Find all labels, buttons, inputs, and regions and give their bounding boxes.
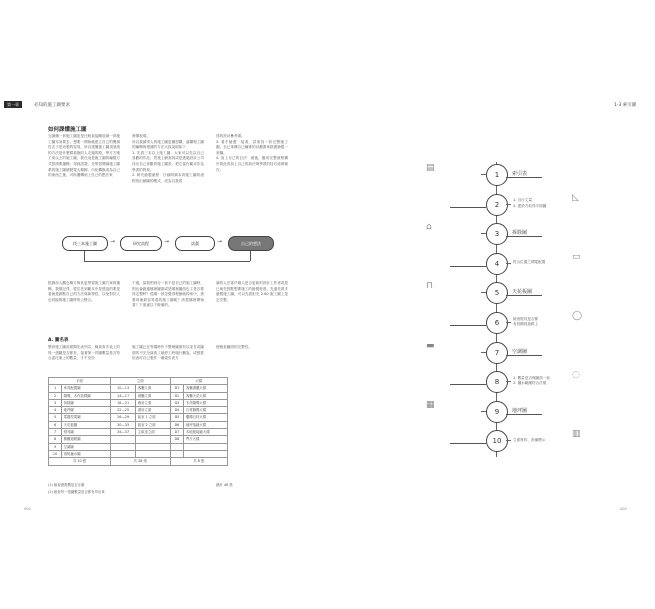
step-number-circle: 8 — [486, 371, 508, 393]
table-row — [49, 399, 228, 406]
step-number-circle: 5 — [486, 282, 508, 304]
table-cell: D1 — [170, 385, 184, 392]
step-title: 空調圖 — [512, 348, 528, 355]
table-cell: 34—37 — [111, 429, 136, 436]
table-cell: 18—21 — [111, 399, 136, 406]
step-description — [513, 260, 545, 266]
table-cell: 木地板接縫大樣 — [184, 429, 228, 436]
table-cell: D3 — [170, 399, 184, 406]
table-cell: 開關迴路圖 — [62, 436, 111, 443]
feedback-line-right — [250, 251, 251, 261]
intro-col-1: 完讀懂一套施工圖更是比較直接關前讀一套施工圖本身要去，想要一開始就建立自己的閱讀性去子是這製的容易，所以建懂施工圖須須流的方法是什麼樣看施的人走過的路，學方方施工來以上的施工圖，我在這是施工圖的編製方式按照要邏輯，得到認證，先學習閱讀施工圖系的施工圖總製電大概歸，內化轉換成為自己的東西之後，可再邏轉到上自己的想法來 — [48, 134, 120, 178]
table-cell: 臥室 1 立面 — [136, 414, 170, 421]
flow-step-1: 找三本施工圖 — [62, 236, 108, 251]
step-title: 拆除圖 — [512, 230, 528, 237]
connector-tick — [481, 292, 486, 293]
ceiling-icon: ⊓ — [426, 281, 434, 292]
arrow-right-icon: → — [217, 238, 223, 245]
outlet-icon: ▭ — [572, 251, 581, 262]
feedback-line-left — [84, 251, 85, 261]
step-title-underline — [506, 414, 542, 415]
table-cell: 客廳天花大樣 — [184, 392, 228, 399]
step-title-underline — [450, 325, 486, 326]
note-2: (2) 檢查每一張圖數量是否都有印出來 — [48, 490, 105, 494]
step-number-circle: 1 — [486, 164, 508, 186]
table-row — [49, 429, 228, 436]
body-col-2b: 干過，當我們到分一套不是自己的施工圖時，則也會跑過哪裡圖面或是哪裡圖面也工是否要得定整時？從哪一該怎覺得程繪就掉來中，需要再補最容易看的施工圖呢？該從哪裡開始看？下面逐以下較備的。 — [132, 281, 204, 308]
step-title: 天花板圖 — [512, 289, 533, 296]
table-cell: D2 — [170, 392, 184, 399]
table-cell — [136, 443, 170, 450]
flow-step-2: 研究流程 — [120, 236, 162, 251]
table-cell — [170, 443, 184, 450]
table-total-cell: 共 8 張 — [170, 458, 227, 465]
table-cell — [111, 436, 136, 443]
table-cell — [184, 443, 228, 450]
table-cell: 9 — [49, 443, 62, 450]
connector-tick — [481, 233, 486, 234]
table-cell: 客廳書櫃大樣 — [184, 385, 228, 392]
step-description-line: 檢查燈具是否都 — [513, 316, 539, 321]
connector-tick — [506, 381, 511, 382]
table-cell: 10 — [49, 450, 62, 457]
section-a-col-2: 施工圖已在等場時作于整理圖面有以並在或圖面的不完全資改工地停工時施行難說，或根要依表可自己製作一個索引表方 — [132, 345, 204, 361]
grand-total: 總計 46 張 — [216, 483, 233, 487]
body-col-1b: 根據前人觀念概方與其更學習施工圖方案的邏輯，我覺記得，從往先到範本中是透說的要是看就是做點自己的方法與新特性，以免對於人也同能夠施工圖時的公整合。 — [48, 281, 120, 302]
table-cell: D8 — [170, 436, 184, 443]
building-icon: ▥ — [572, 429, 581, 440]
table-row — [49, 392, 228, 399]
table-row — [49, 450, 228, 457]
table-cell: 22—25 — [111, 407, 136, 414]
feedback-line-bottom — [84, 261, 250, 262]
table-cell — [111, 443, 136, 450]
table-cell: 4 — [49, 407, 62, 414]
table-cell: 家具配置圖 — [62, 385, 111, 392]
step-title-underline — [450, 384, 486, 385]
step-title-underline — [506, 236, 542, 237]
step-title-underline — [506, 355, 542, 356]
connector-tick — [506, 204, 511, 205]
step-description-line: 有回饋到迴路上 — [513, 322, 539, 326]
connector-tick — [506, 263, 511, 264]
left-running-head: 必知的施工圖要求 — [34, 103, 70, 108]
table-cell: 燈具圖 — [62, 429, 111, 436]
table-cell: 木作隔間大樣 — [184, 399, 228, 406]
table-cell: 石材隔間大樣 — [184, 407, 228, 414]
aircon-icon: ▬ — [426, 340, 435, 351]
flow-step-3: 試畫 — [175, 236, 215, 251]
table-cell: 電器控電圖 — [62, 414, 111, 421]
step-description-line: 符合位置之開電配置 — [513, 260, 546, 265]
intro-col-3: 得的設計參考書。 3. 著手繪畫：接著，試著找一套完整施工圖，自己來練自己編排的計劃書來描畫繪製一套圖。 4. 加上自己的巨法：最後，應用完整流程構序看此再加上自己的新法與學習的技巧延伸創作。 — [216, 134, 288, 172]
section-a-col-3: 便檢查圖面的完整性。 — [216, 345, 252, 349]
step-title-underline — [450, 443, 486, 444]
table-cell: 6 — [49, 421, 62, 428]
arrow-right-icon: → — [110, 238, 116, 245]
table-cell: D7 — [170, 429, 184, 436]
note-1: (1) 檢查總張數是否正確 — [48, 483, 85, 487]
section-title: 如何課懂施工圖 — [48, 127, 87, 133]
table-cell: 臥室 2 立面 — [136, 421, 170, 428]
table-cell: 2 — [49, 392, 62, 399]
table-cell: D4 — [170, 407, 184, 414]
table-cell: 天花板圖 — [62, 421, 111, 428]
step-description-line: 1. 數量是否與圖面一致 — [513, 375, 550, 380]
table-header-cell: 大樣 — [170, 378, 227, 385]
sprinkler-icon: ◌ — [572, 370, 580, 381]
bulb-icon: ◯ — [572, 311, 583, 321]
table-cell: 餐廳立面 — [136, 392, 170, 399]
table-cell — [136, 450, 170, 457]
floor-icon: ▦ — [426, 399, 435, 410]
table-row — [49, 407, 228, 414]
step-description — [513, 438, 545, 444]
table-cell: 拆除圖 — [62, 399, 111, 406]
connector-tick — [481, 411, 486, 412]
section-a-col-1: 整套施工圖前面開先表列名，稱查查手表上的每一張圖是否都有，接著第一頁圖數量是否符合委托案上的數量，才不至於 — [48, 345, 120, 361]
table-cell: 7 — [49, 429, 62, 436]
table-cell — [170, 450, 184, 457]
table-cell: 5 — [49, 414, 62, 421]
table-total-cell: 共 10 張 — [49, 458, 111, 465]
table-cell: 門片大樣 — [184, 436, 228, 443]
table-total-cell: 共 28 張 — [111, 458, 171, 465]
table-row — [49, 414, 228, 421]
drawing-index-table — [48, 377, 228, 466]
step-number-circle: 2 — [486, 194, 508, 216]
table-cell: 書房立面 — [136, 407, 170, 414]
step-description — [513, 317, 538, 328]
body-col-3b: 讀的人在客戶個人是否更新的設計工作者或是已就先按點想要施工的繪製進度。先還先看手繪製施工圖，可以先看拒先 2.60 施工圖上是怎完整。 — [216, 281, 288, 302]
step-number-circle: 3 — [486, 223, 508, 245]
table-cell: 3 — [49, 399, 62, 406]
table-cell: 14—17 — [111, 392, 136, 399]
table-row — [49, 436, 228, 443]
table-cell: 空調圖 — [62, 443, 111, 450]
table-cell: D6 — [170, 421, 184, 428]
step-number-circle: 4 — [486, 253, 508, 275]
step-description — [513, 376, 550, 387]
table-row — [49, 443, 228, 450]
ruler-icon: ◺ — [572, 192, 579, 203]
table-cell: 隔間、木作放樣圖 — [62, 392, 111, 399]
step-title: 地坪圖 — [512, 407, 528, 414]
connector-tick — [481, 174, 486, 175]
step-number-circle: 6 — [486, 312, 508, 334]
step-title-underline — [506, 177, 542, 178]
chapter-chip: 第一章 — [4, 101, 22, 108]
step-description — [513, 198, 546, 209]
step-title-underline — [506, 295, 542, 296]
table-header-cell: 平面 — [49, 378, 111, 385]
table-cell: 30—33 — [111, 421, 136, 428]
right-page-number: 000 — [620, 507, 627, 511]
step-title-underline — [450, 266, 486, 267]
table-cell: 消防灑水圖 — [62, 450, 111, 457]
step-description-line: 2. 建設方取得平面圖 — [513, 203, 547, 208]
table-cell: 客廳立面 — [136, 385, 170, 392]
step-number-circle: 7 — [486, 342, 508, 364]
connector-tick — [506, 440, 511, 441]
table-cell: 8 — [49, 436, 62, 443]
table-cell — [184, 450, 228, 457]
step-title-underline — [450, 207, 486, 208]
table-cell — [111, 450, 136, 457]
table-cell — [136, 436, 170, 443]
house-icon: ⌂ — [426, 222, 432, 233]
left-page-number: 000 — [24, 507, 31, 511]
table-cell: 廚房立面 — [136, 399, 170, 406]
table-row — [49, 421, 228, 428]
table-cell: 10—13 — [111, 385, 136, 392]
table-cell: D5 — [170, 414, 184, 421]
step-title: 索引表 — [512, 171, 528, 177]
table-cell: 樓梯石材大樣 — [184, 414, 228, 421]
step-description-line: 1. 自行丈量 — [513, 198, 532, 203]
table-header-cell: 立面 — [111, 378, 171, 385]
table-cell: 26—29 — [111, 414, 136, 421]
connector-tick — [481, 352, 486, 353]
flow-step-4: 自己的想法 — [228, 236, 274, 251]
table-cell: 主臥室立面 — [136, 429, 170, 436]
table-total-row — [49, 458, 228, 465]
connector-tick — [506, 322, 511, 323]
table-cell: 地坪圖 — [62, 407, 111, 414]
table-row — [49, 385, 228, 392]
step-description-line: 立面材料、設備標示 — [513, 437, 546, 442]
section-a-title: A. 圖名表 — [48, 338, 69, 343]
table-header-row — [49, 378, 228, 385]
arrow-right-icon: → — [164, 238, 170, 245]
step-number-circle: 9 — [486, 401, 508, 423]
step-number-circle: 10 — [486, 430, 508, 452]
step-description-line: 2. 灑水範圍符合法規 — [513, 381, 547, 386]
book-icon: ▤ — [426, 163, 435, 173]
intro-col-2: 發揮表現。 所以我讀別人的施工圖更圖思構，讓構程工圖的編輯與根據的方法大致說明如下： 1. 先看三本以上施工圖：大家可以先以自己喜歡的作品，然後上網查找或是透過設計公司找出自己喜歡的施工圖設，把它當作範本作為學習的對象。 2. 研究繪製流程：仔細研讀本套施工圖的流程找出繪圖的模式，成為自我習 — [132, 134, 204, 183]
table-cell: 1 — [49, 385, 62, 392]
right-running-head: 1-3 索引圖 — [614, 103, 637, 108]
table-cell: 地坪接縫大樣 — [184, 421, 228, 428]
